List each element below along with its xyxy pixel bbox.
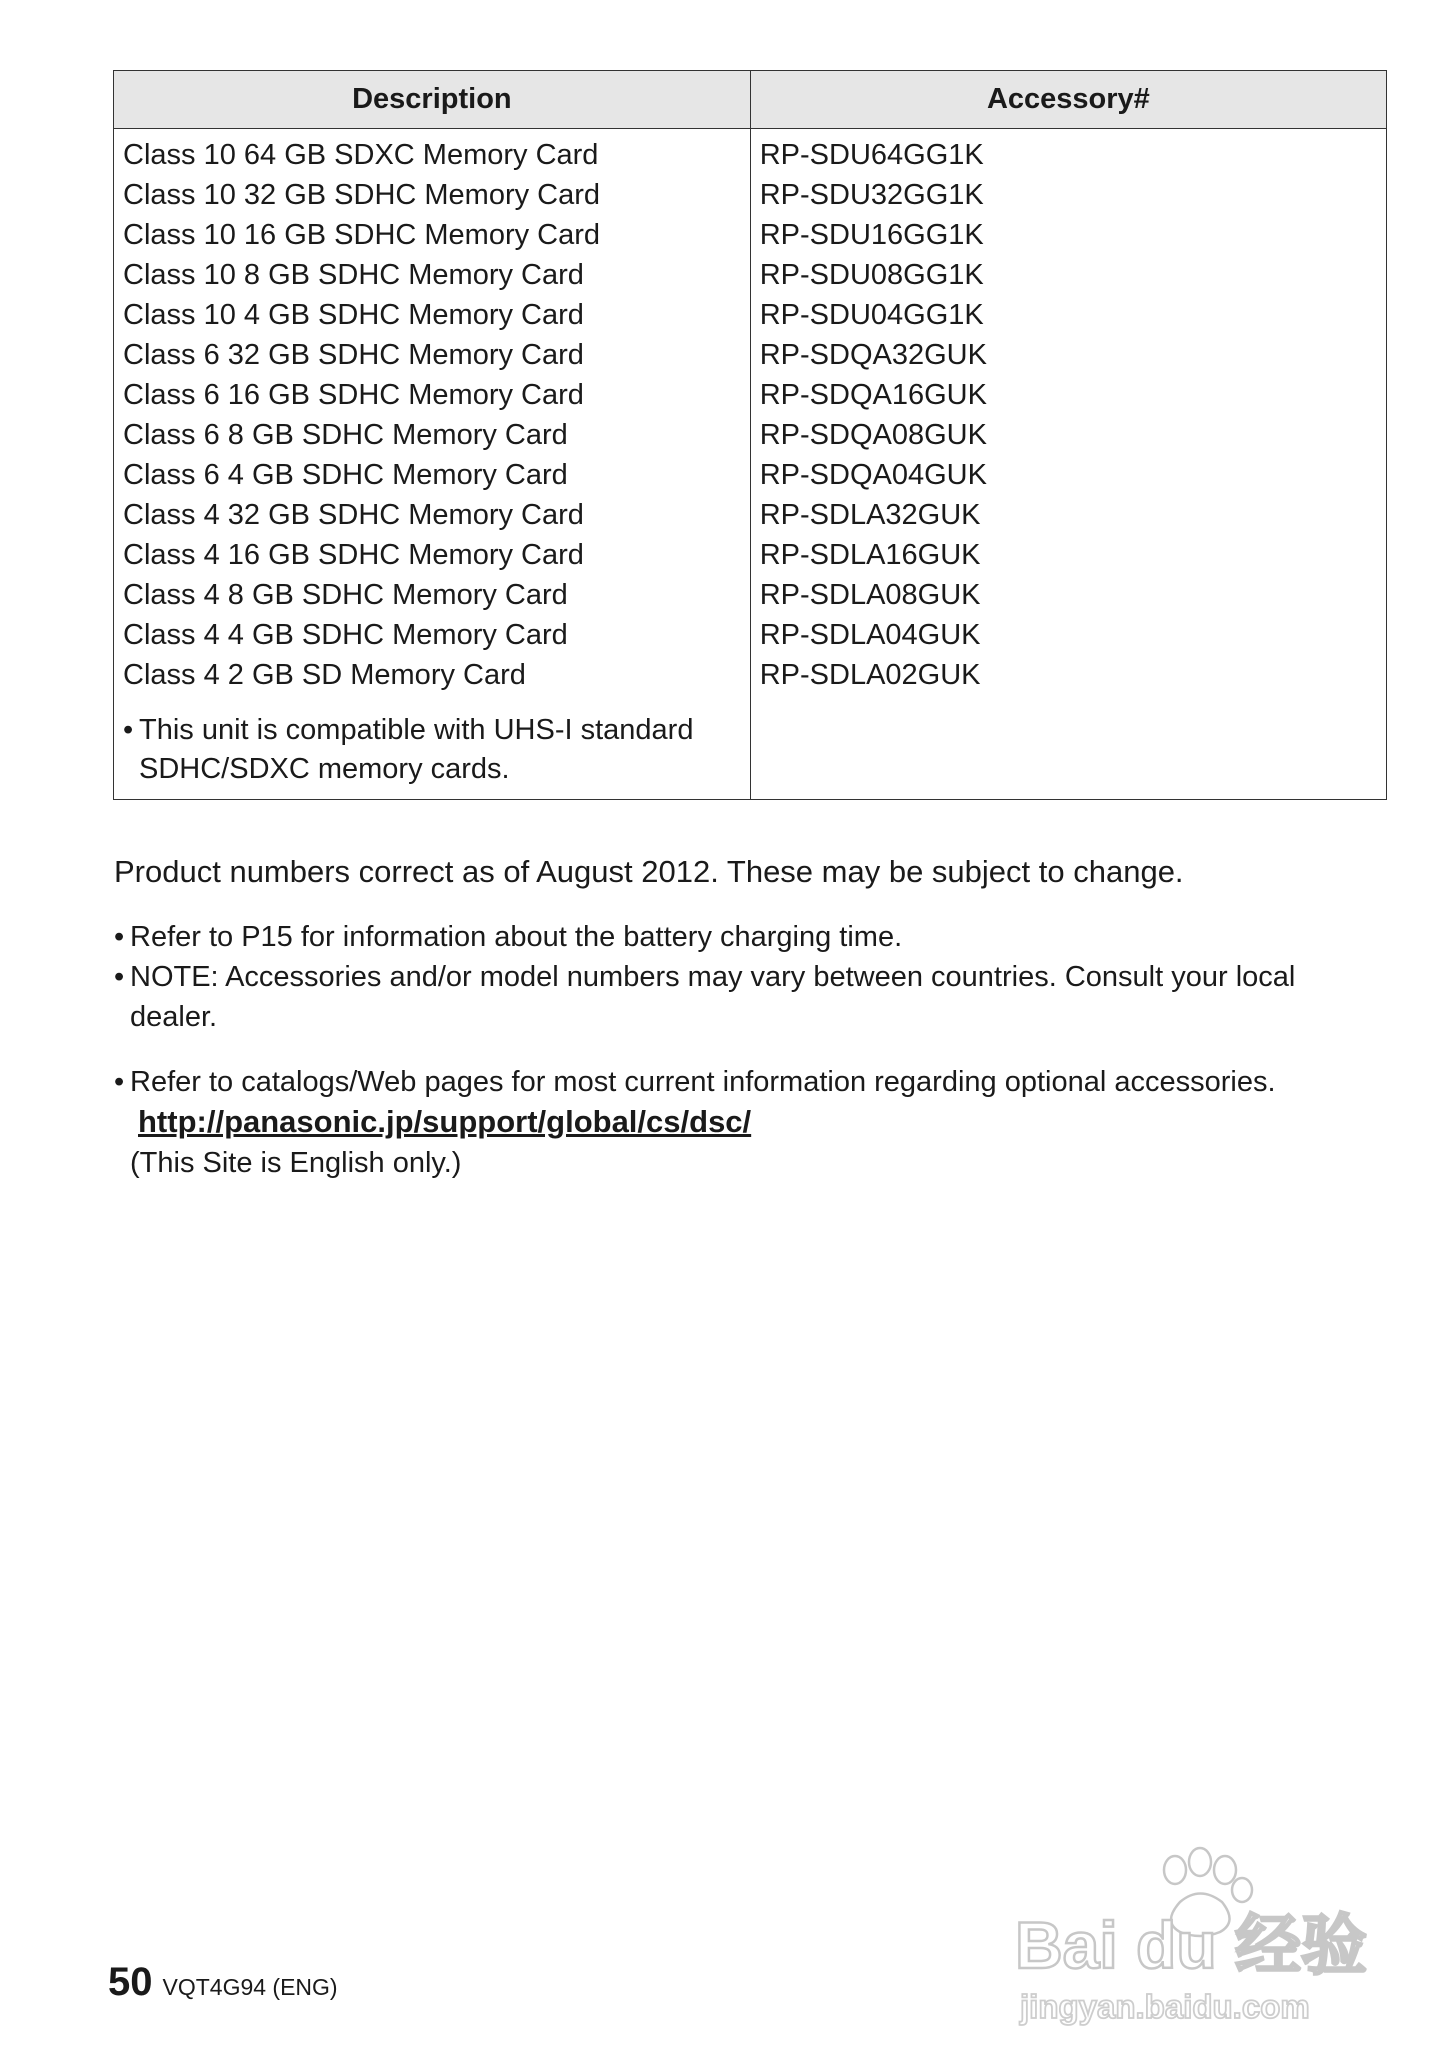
accessory-column [750,129,1386,800]
card-description: Class 4 16 GB SDHC Memory Card [123,539,584,571]
page-footer [108,1960,338,2005]
watermark-brand: Bai du 经验 [1015,1908,1368,1982]
english-only-note: (This Site is English only.) [130,1147,462,1179]
charging-time-note: Refer to P15 for information about the battery charging time. [130,921,903,953]
compatibility-note-line2: SDHC/SDXC memory cards. [139,753,510,785]
table-body-row [114,129,1387,800]
catalog-bullets [114,1062,1276,1183]
accessory-number: RP-SDQA16GUK [759,379,987,411]
page-number: 50 [108,1960,153,2004]
support-link[interactable]: http://panasonic.jp/support/global/cs/dsc/ [138,1104,752,1139]
catalogs-note: Refer to catalogs/Web pages for most current information regarding optional accessories. [130,1066,1276,1098]
bullet-symbol: • [114,1066,125,1098]
header-accessory: Accessory# [750,71,1386,129]
info-bullets [114,917,1295,1037]
card-description: Class 6 16 GB SDHC Memory Card [123,379,584,411]
card-description: Class 4 4 GB SDHC Memory Card [123,619,568,651]
accessory-number: RP-SDLA16GUK [759,539,981,571]
description-list [123,135,750,695]
accessory-number: RP-SDU64GG1K [759,139,984,171]
accessory-number: RP-SDQA08GUK [759,419,987,451]
countries-note-line1: NOTE: Accessories and/or model numbers may vary between countries. Consult your local [130,961,1296,993]
accessory-number: RP-SDLA32GUK [759,499,981,531]
card-description: Class 10 32 GB SDHC Memory Card [123,179,601,211]
accessory-number: RP-SDQA32GUK [759,339,987,371]
table-header-row [114,71,1387,129]
accessory-number: RP-SDLA08GUK [759,579,981,611]
card-description: Class 10 4 GB SDHC Memory Card [123,299,584,331]
document-code: VQT4G94 (ENG) [162,1974,338,2000]
list-item [114,957,1295,1037]
watermark-url: jingyan.baidu.com [1020,1988,1310,2025]
bullet-symbol: • [114,921,125,953]
card-description: Class 6 8 GB SDHC Memory Card [123,419,568,451]
card-description: Class 6 32 GB SDHC Memory Card [123,339,584,371]
accessory-number: RP-SDLA02GUK [759,659,981,691]
accessory-number: RP-SDU16GG1K [759,219,984,251]
card-description: Class 4 8 GB SDHC Memory Card [123,579,568,611]
card-description: Class 10 16 GB SDHC Memory Card [123,219,601,251]
bullet-symbol: • [123,714,134,746]
baidu-watermark [1010,1840,1390,2030]
compatibility-note [123,711,750,791]
card-description: Class 4 2 GB SD Memory Card [123,659,526,691]
card-description: Class 4 32 GB SDHC Memory Card [123,499,584,531]
accessory-number: RP-SDU08GG1K [759,259,984,291]
card-description: Class 6 4 GB SDHC Memory Card [123,459,568,491]
accessory-number: RP-SDU32GG1K [759,179,984,211]
compatibility-note-line1: This unit is compatible with UHS-I standard [139,714,694,746]
list-item [114,1062,1276,1183]
accessory-table [113,70,1387,800]
product-numbers-note: Product numbers correct as of August 2012. These may be subject to change. [114,854,1184,889]
accessory-list [760,135,1386,695]
list-item [114,917,1295,957]
header-description: Description [114,71,751,129]
bullet-symbol: • [114,961,125,993]
accessory-number: RP-SDLA04GUK [759,619,981,651]
card-description: Class 10 8 GB SDHC Memory Card [123,259,584,291]
card-description: Class 10 64 GB SDXC Memory Card [123,139,599,171]
countries-note-line2: dealer. [130,1001,218,1033]
description-column [114,129,751,800]
accessory-number: RP-SDU04GG1K [759,299,984,331]
accessory-number: RP-SDQA04GUK [759,459,987,491]
